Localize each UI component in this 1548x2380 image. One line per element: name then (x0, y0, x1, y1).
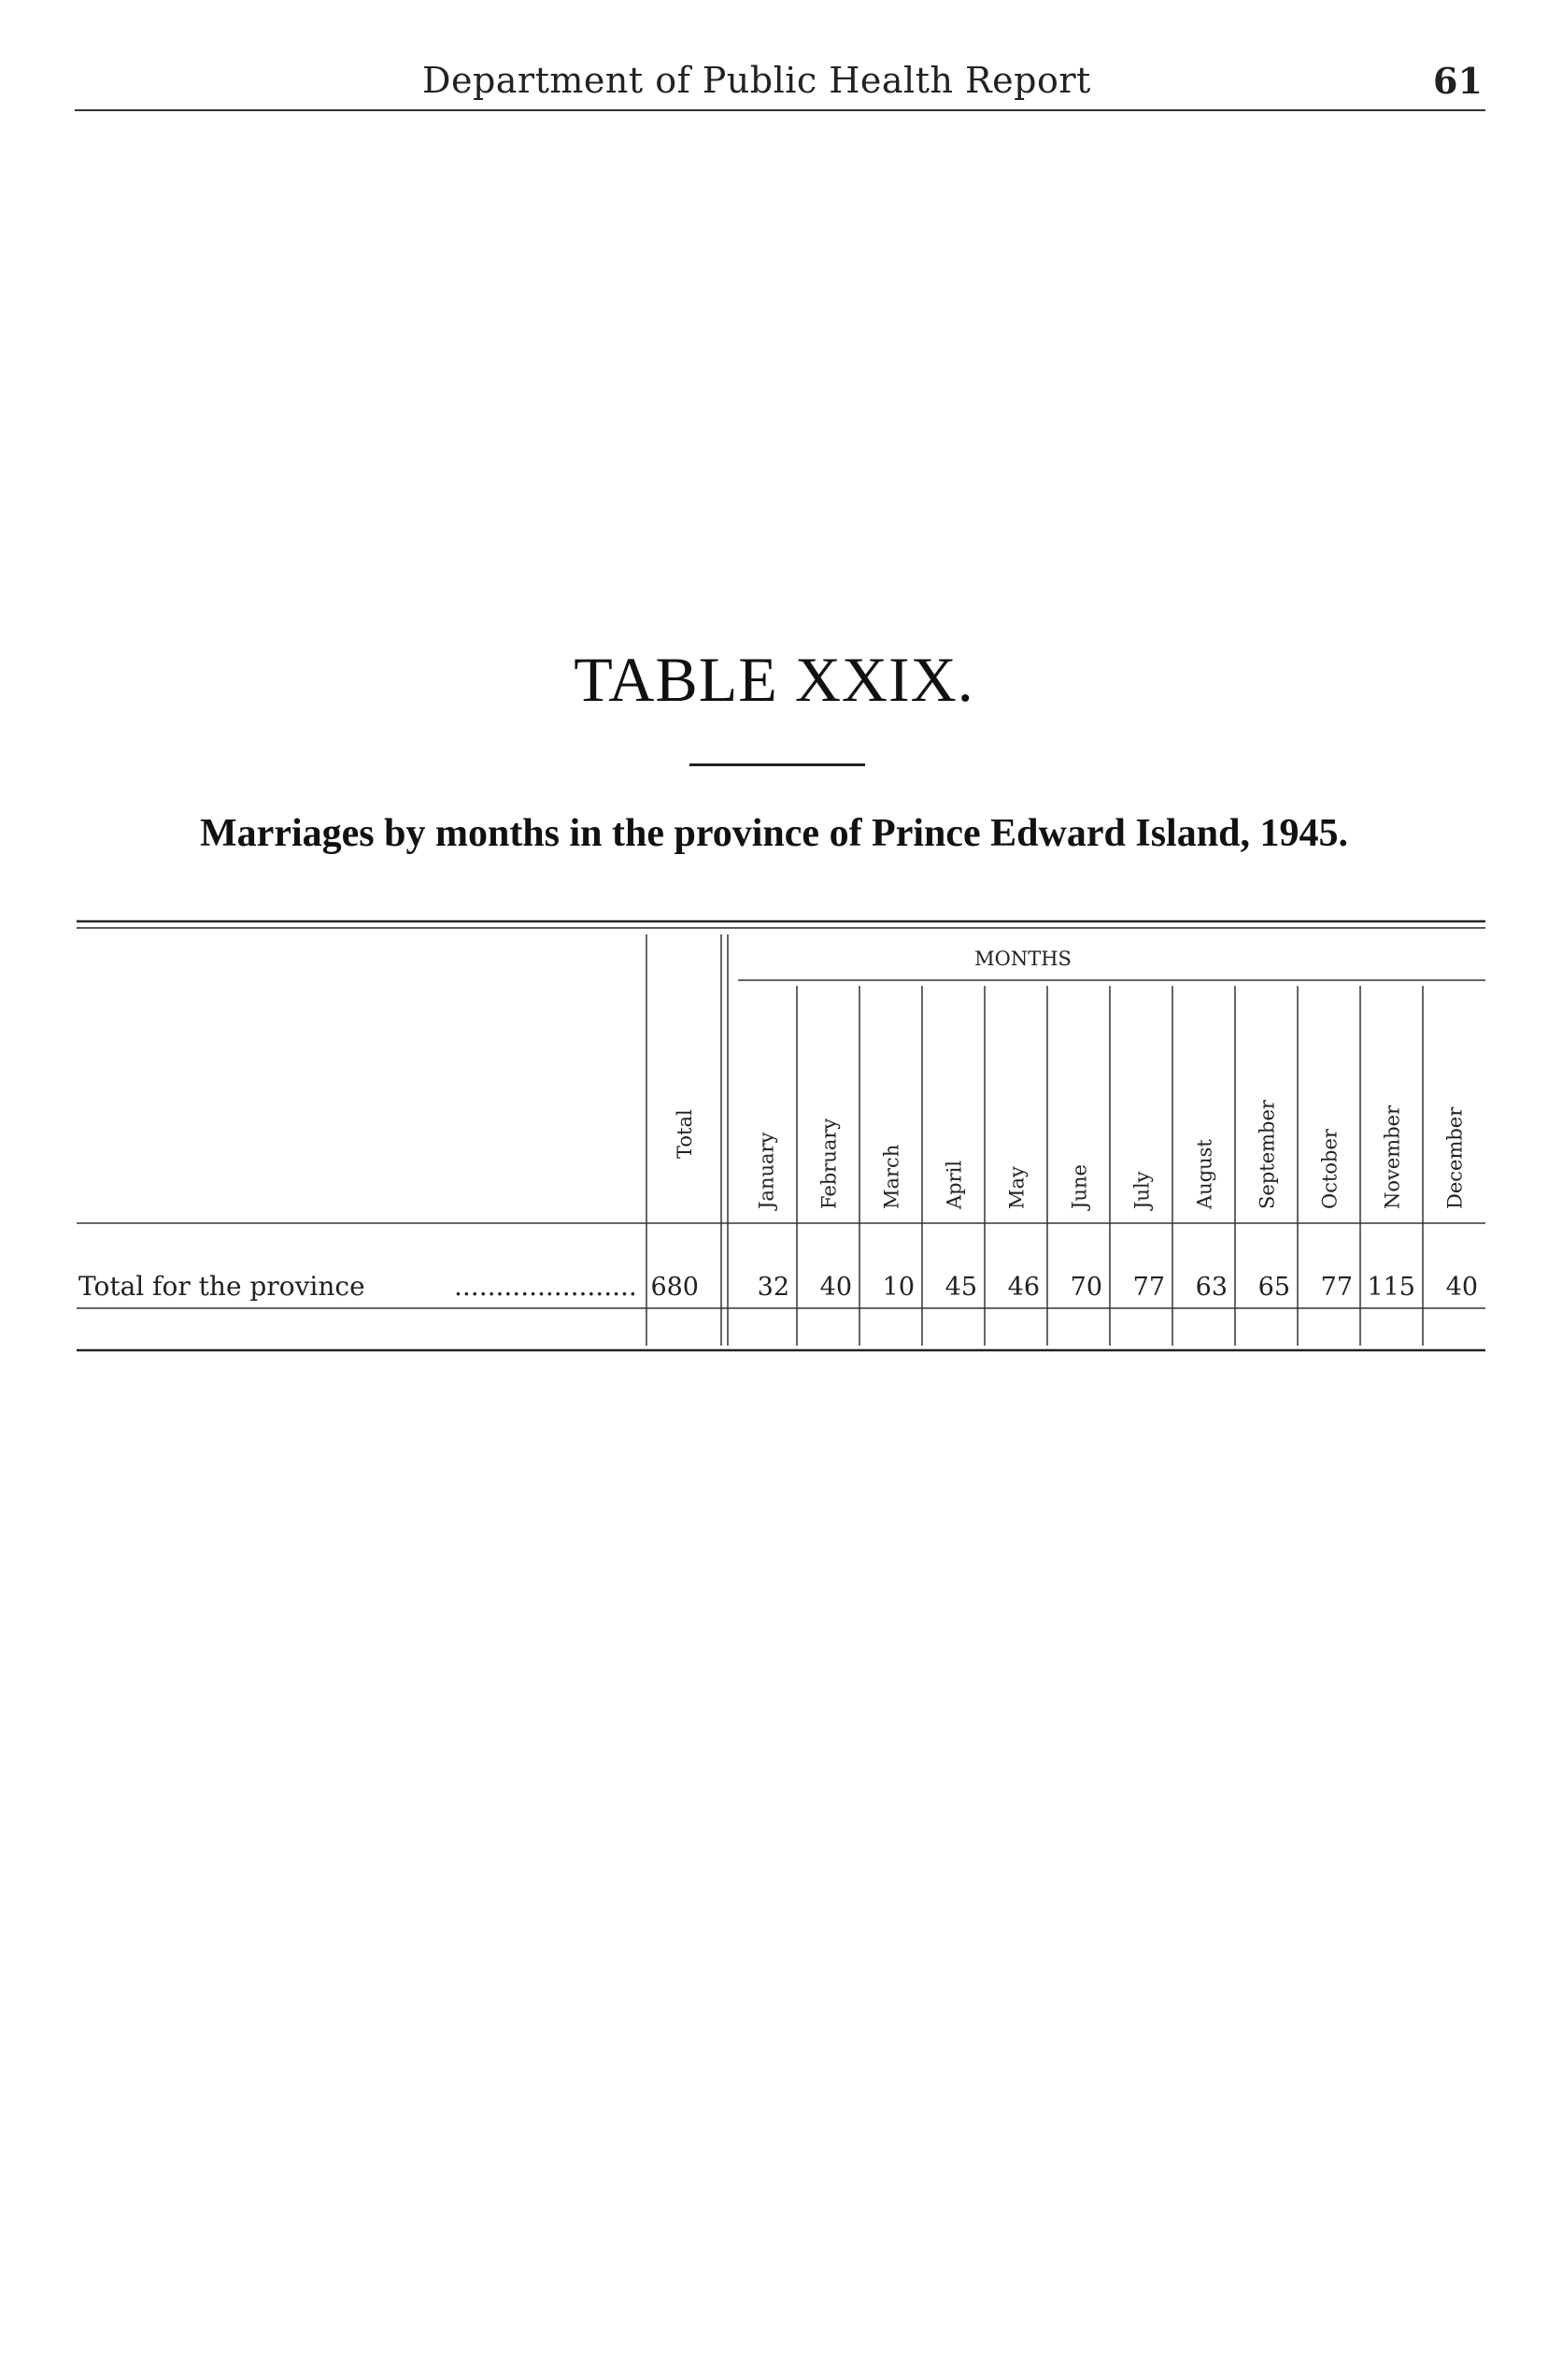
month-value-december: 40 (1445, 1273, 1478, 1302)
row-label: Total for the province (78, 1271, 365, 1302)
month-header-december: December (1443, 1106, 1467, 1209)
row-label-leader: ...................... (454, 1271, 637, 1302)
table-title: TABLE XXIX. (574, 644, 974, 715)
page-number: 61 (1433, 60, 1483, 102)
month-header-august: August (1193, 1139, 1216, 1209)
table-subtitle: Marriages by months in the province of Prince Edward Island, 1945. (200, 812, 1348, 855)
month-value-may: 46 (1007, 1273, 1040, 1302)
month-value-november: 115 (1367, 1273, 1415, 1302)
month-value-january: 32 (757, 1273, 789, 1302)
month-header-january: January (755, 1132, 778, 1209)
month-value-june: 70 (1070, 1273, 1102, 1302)
month-header-june: June (1068, 1164, 1091, 1209)
month-value-october: 77 (1320, 1273, 1353, 1302)
month-value-february: 40 (819, 1273, 852, 1302)
row-total-value: 680 (650, 1273, 699, 1302)
running-header: Department of Public Health Report (422, 60, 1091, 101)
months-span-header: MONTHS (974, 948, 1072, 970)
month-header-may: May (1005, 1166, 1029, 1209)
month-value-april: 45 (944, 1273, 977, 1302)
month-header-july: July (1130, 1171, 1154, 1209)
month-value-july: 77 (1132, 1273, 1165, 1302)
month-header-september: September (1256, 1100, 1279, 1209)
month-value-march: 10 (882, 1273, 915, 1302)
month-value-august: 63 (1195, 1273, 1228, 1302)
month-header-april: April (943, 1160, 966, 1209)
total-column-header: Total (674, 1109, 696, 1159)
month-header-november: November (1381, 1104, 1404, 1209)
month-header-october: October (1318, 1129, 1342, 1209)
month-header-march: March (880, 1144, 903, 1209)
month-header-february: February (817, 1118, 841, 1209)
month-value-september: 65 (1257, 1273, 1290, 1302)
